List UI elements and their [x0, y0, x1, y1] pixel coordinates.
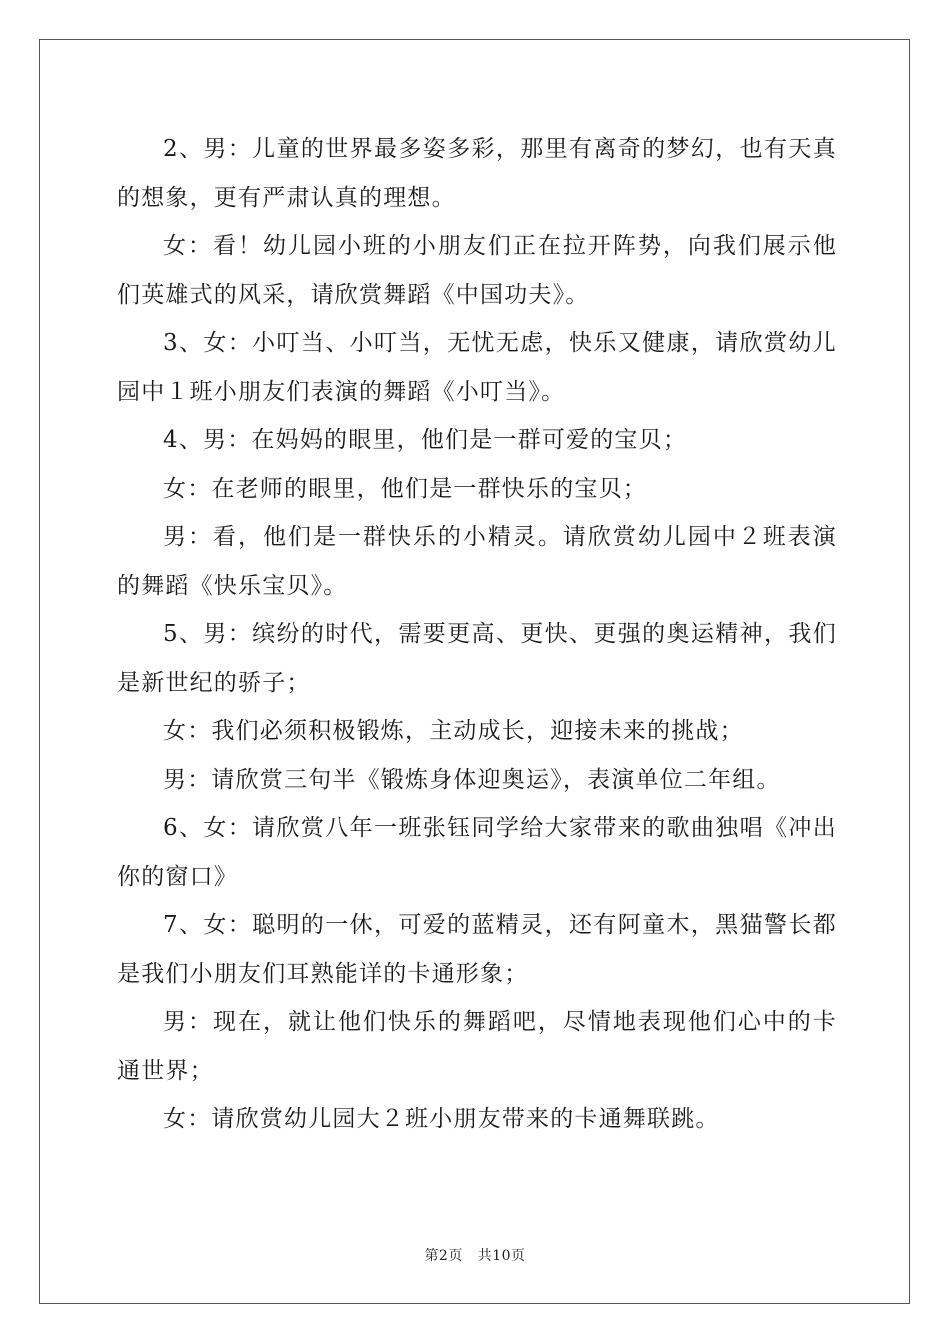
- paragraph: 4、男：在妈妈的眼里，他们是一群可爱的宝贝；: [163, 427, 688, 453]
- paragraph: 女：看！幼儿园小班的小朋友们正在拉开阵势，向我们展示他们英雄式的风采，请欣赏舞蹈《中国功夫》。: [117, 233, 837, 308]
- paragraph: 男：请欣赏三句半《锻炼身体迎奥运》，表演单位二年组。: [163, 766, 781, 793]
- paragraph: 女：请欣赏幼儿园大２班小朋友带来的卡通舞联跳。: [163, 1106, 720, 1132]
- page-footer: [0, 1245, 950, 1265]
- paragraph: 男：现在，就让他们快乐的舞蹈吧，尽情地表现他们心中的卡通世界；: [117, 1009, 837, 1084]
- paragraph: 男：看，他们是一群快乐的小精灵。请欣赏幼儿园中２班表演的舞蹈《快乐宝贝》。: [117, 524, 837, 599]
- document-body: [117, 125, 837, 1144]
- paragraph: 7、女：聪明的一休，可爱的蓝精灵，还有阿童木，黑猫警长都是我们小朋友们耳熟能详的卡通形象；: [117, 912, 837, 987]
- paragraph: 2、男：儿童的世界最多姿多彩，那里有离奇的梦幻，也有天真的想象，更有严肃认真的理想。: [117, 136, 837, 211]
- paragraph: 女：在老师的眼里，他们是一群快乐的宝贝；: [163, 475, 647, 502]
- paragraph: 女：我们必须积极锻炼，主动成长，迎接未来的挑战；: [163, 718, 744, 744]
- page-total: 共10页: [477, 1248, 526, 1264]
- paragraph: 3、女：小叮当、小叮当，无忧无虑，快乐又健康，请欣赏幼儿园中１班小朋友们表演的舞蹈《小叮当》。: [117, 330, 837, 405]
- paragraph: 5、男：缤纷的时代，需要更高、更快、更强的奥运精神，我们是新世纪的骄子；: [117, 621, 837, 696]
- paragraph: 6、女：请欣赏八年一班张钰同学给大家带来的歌曲独唱《冲出你的窗口》: [117, 815, 837, 890]
- page-number: 第2页: [424, 1248, 463, 1264]
